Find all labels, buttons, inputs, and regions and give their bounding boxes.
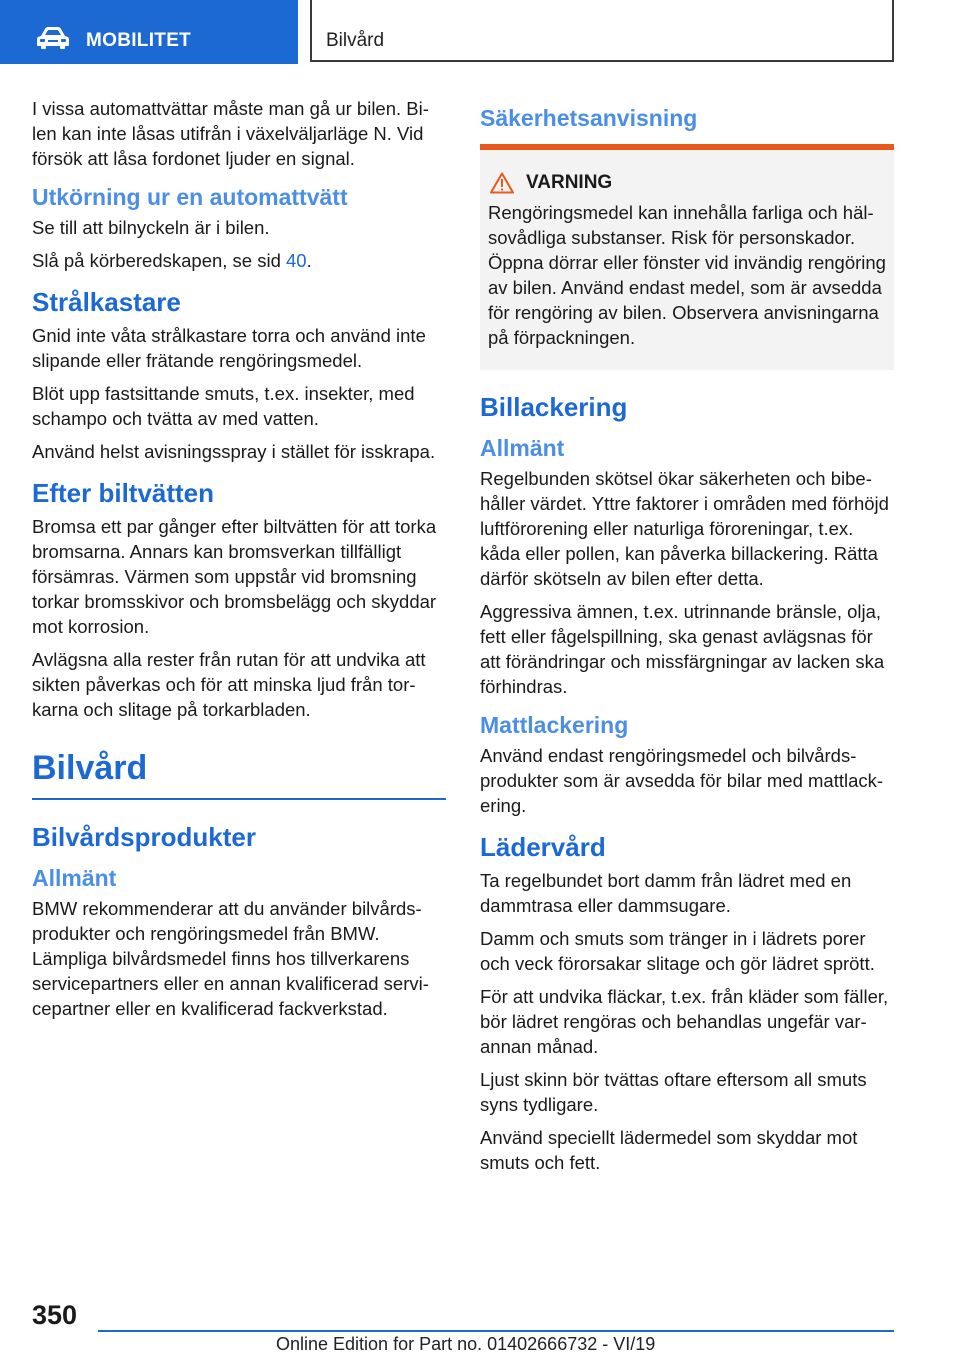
exit-paragraph-2 bbox=[32, 248, 446, 273]
exit-heading: Utkörning ur en automattvätt bbox=[32, 184, 348, 210]
products-heading: Bilvårdsprodukter bbox=[32, 822, 256, 852]
paint-paragraph-2: Aggressiva ämnen, t.ex. utrinnande bränsle, olja, fett eller fågelspillning, ska genast avlägsnas för att förändringar och missfärgningar av lacken ska förhindras. bbox=[480, 601, 885, 697]
general-heading: Allmänt bbox=[32, 865, 117, 891]
lights-heading: Strålkastare bbox=[32, 287, 181, 317]
section-label: MOBILITET bbox=[86, 30, 192, 51]
paint-general-heading: Allmänt bbox=[480, 435, 565, 461]
section-tab bbox=[0, 0, 298, 64]
car-icon bbox=[36, 26, 70, 50]
warning-text: Rengöringsmedel kan innehålla farliga och hälsovådliga substanser. Risk för personskador. Öppna dörrar eller fönster vid invändig rengöring av bilen. Använd endast medel, som är avsedda för rengöring av bilen. Observera anvisningarna på förpackningen. bbox=[488, 202, 886, 348]
warning-box bbox=[480, 150, 894, 370]
matt-heading: Mattlackering bbox=[480, 712, 629, 738]
warning-triangle-icon bbox=[490, 172, 514, 194]
paint-paragraph-1: Regelbunden skötsel ökar säkerheten och bibehåller värdet. Yttre faktorer i områden med förhöjd luftförorening eller naturliga föroreningar, t.ex. kåda eller pollen, kan påverka billackering. Rätta därför skötseln av bilen efter detta. bbox=[480, 468, 889, 589]
leather-heading: Lädervård bbox=[480, 832, 606, 862]
leather-paragraph-1: Ta regelbundet bort damm från lädret med en dammtrasa eller dammsugare. bbox=[480, 870, 852, 916]
right-column bbox=[480, 96, 894, 1183]
lights-paragraph-2: Blöt upp fastsittande smuts, t.ex. insekter, med schampo och tvätta av med vatten. bbox=[32, 383, 415, 429]
after-wash-paragraph-1: Bromsa ett par gånger efter biltvätten för att torka bromsarna. Annars kan bromsverkan tillfälligt försämras. Värmen som uppstår vid bromsning torkar bromsskivor och bromsbelägg och skyddar mot korrosion. bbox=[32, 516, 437, 637]
heading-rule bbox=[32, 798, 446, 800]
page-number: 350 bbox=[32, 1300, 78, 1330]
after-wash-heading: Efter biltvätten bbox=[32, 478, 215, 508]
edition-text: Online Edition for Part no. 01402666732 - VI/19 bbox=[276, 1334, 656, 1354]
lights-paragraph-1: Gnid inte våta strålkastare torra och använd inte slipande eller frätande rengöringsmedel. bbox=[32, 325, 426, 371]
general-paragraph: BMW rekommenderar att du använder bilvårdsprodukter och rengöringsmedel från BMW. Lämpliga bilvårdsmedel finns hos tillverkarens servicepartners eller en annan kvalificerad servicepartner eller en kvalificerad fackverkstad. bbox=[32, 898, 429, 1019]
exit-paragraph-1: Se till att bilnyckeln är i bilen. bbox=[32, 217, 270, 238]
care-heading: Bilvård bbox=[32, 749, 148, 787]
footer-rule bbox=[98, 1330, 894, 1332]
intro-paragraph: I vissa automattvättar måste man gå ur bilen. Bilen kan inte låsas utifrån i växelväljarläge N. Vid försök att låsa fordonet ljuder en signal. bbox=[32, 98, 429, 169]
page-link[interactable]: 40 bbox=[286, 250, 307, 271]
leather-paragraph-3: För att undvika fläckar, t.ex. från kläder som fäller, bör lädret rengöras och behandlas ungefär varannan månad. bbox=[480, 986, 889, 1057]
leather-paragraph-2: Damm och smuts som tränger in i lädrets porer och veck förorsakar slitage och gör lädret sprött. bbox=[480, 928, 875, 974]
safety-heading: Säkerhetsanvisning bbox=[480, 105, 698, 131]
chapter-label: Bilvård bbox=[326, 30, 385, 51]
after-wash-paragraph-2: Avlägsna alla rester från rutan för att undvika att sikten påverkas och för att minska ljud från torkarna och slitage på torkarbladen. bbox=[32, 649, 426, 720]
lights-paragraph-3: Använd helst avisningsspray i stället för isskrapa. bbox=[32, 441, 436, 462]
exit-text: Slå på körberedskapen, se sid bbox=[32, 250, 287, 271]
warning-header bbox=[488, 172, 886, 194]
matt-paragraph: Använd endast rengöringsmedel och bilvårdsprodukter som är avsedda för bilar med mattlackering. bbox=[480, 745, 884, 816]
paint-heading: Billackering bbox=[480, 392, 628, 422]
left-column bbox=[32, 96, 446, 1029]
warning-label: VARNING bbox=[526, 172, 613, 193]
chapter-header bbox=[310, 0, 894, 62]
leather-paragraph-5: Använd speciellt lädermedel som skyddar mot smuts och fett. bbox=[480, 1127, 858, 1173]
exit-period: . bbox=[306, 250, 312, 271]
leather-paragraph-4: Ljust skinn bör tvättas oftare eftersom all smuts syns tydligare. bbox=[480, 1069, 867, 1115]
